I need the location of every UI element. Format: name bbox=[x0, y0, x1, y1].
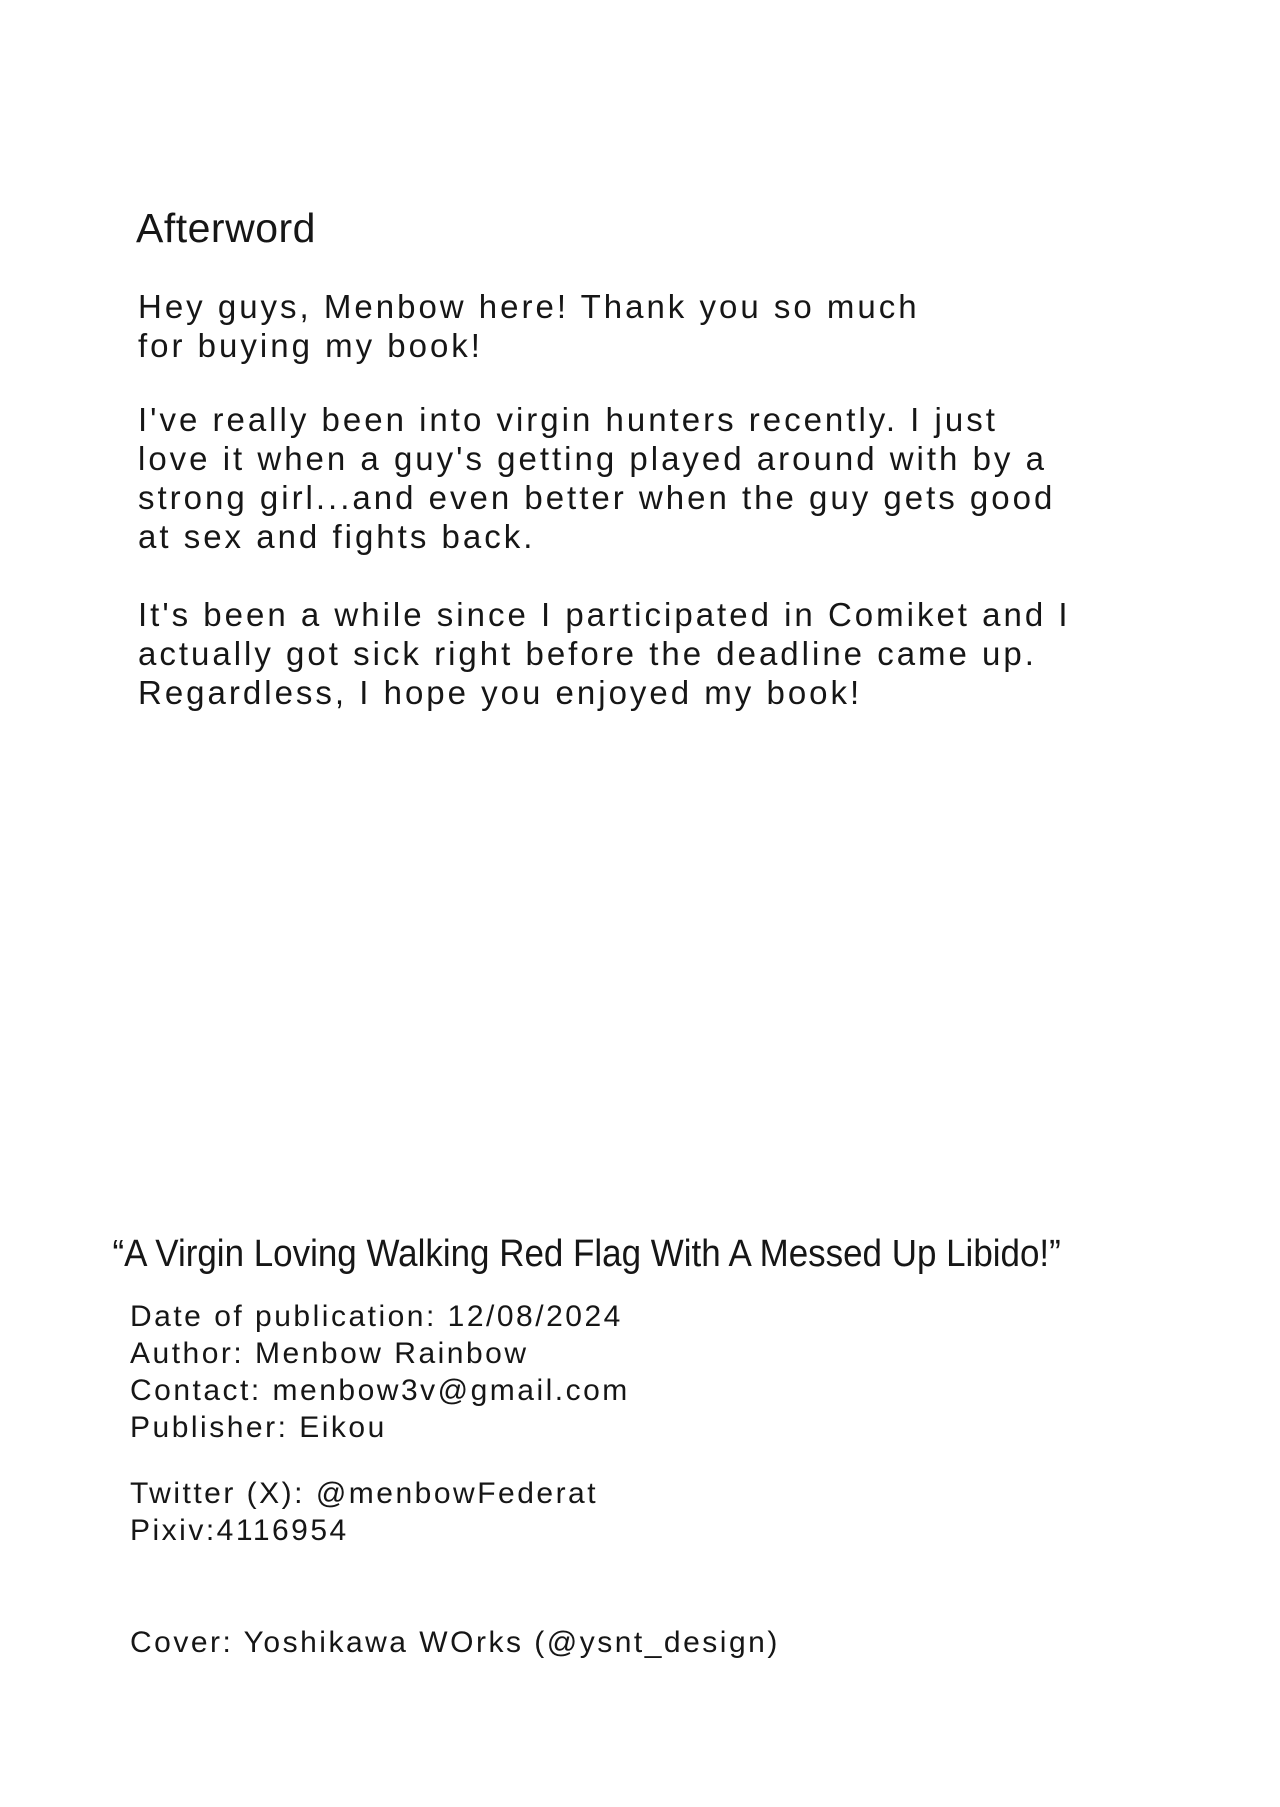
text-line: at sex and fights back. bbox=[138, 518, 536, 555]
text-line: Date of publication: 12/08/2024 bbox=[130, 1300, 623, 1333]
social-links bbox=[130, 1475, 598, 1549]
book-title: “A Virgin Loving Walking Red Flag With A Messed Up Libido!” bbox=[112, 1233, 1061, 1275]
paragraph-comiket bbox=[138, 595, 1071, 712]
text-line: strong girl...and even better when the guy gets good bbox=[138, 479, 1056, 516]
paragraph-virgin-hunters bbox=[138, 400, 1055, 556]
text-line: love it when a guy's getting played around with by a bbox=[138, 440, 1047, 477]
text-line: It's been a while since I participated in Comiket and I bbox=[138, 596, 1071, 633]
text-line: Pixiv:4116954 bbox=[130, 1514, 349, 1547]
text-line: actually got sick right before the deadline came up. bbox=[138, 635, 1037, 672]
afterword-heading: Afterword bbox=[136, 205, 316, 251]
text-line: Twitter (X): @menbowFederat bbox=[130, 1477, 599, 1510]
publication-info bbox=[130, 1298, 630, 1446]
text-line: Hey guys, Menbow here! Thank you so much bbox=[138, 288, 920, 325]
paragraph-thanks bbox=[138, 287, 920, 365]
text-line: Regardless, I hope you enjoyed my book! bbox=[138, 674, 863, 711]
text-line: Publisher: Eikou bbox=[130, 1411, 387, 1444]
text-line: Author: Menbow Rainbow bbox=[130, 1337, 529, 1370]
text-line: I've really been into virgin hunters recently. I just bbox=[138, 401, 998, 438]
text-line: Contact: menbow3v@gmail.com bbox=[130, 1374, 630, 1407]
cover-credit: Cover: Yoshikawa WOrks (@ysnt_design) bbox=[130, 1626, 780, 1659]
text-line: for buying my book! bbox=[138, 327, 483, 364]
